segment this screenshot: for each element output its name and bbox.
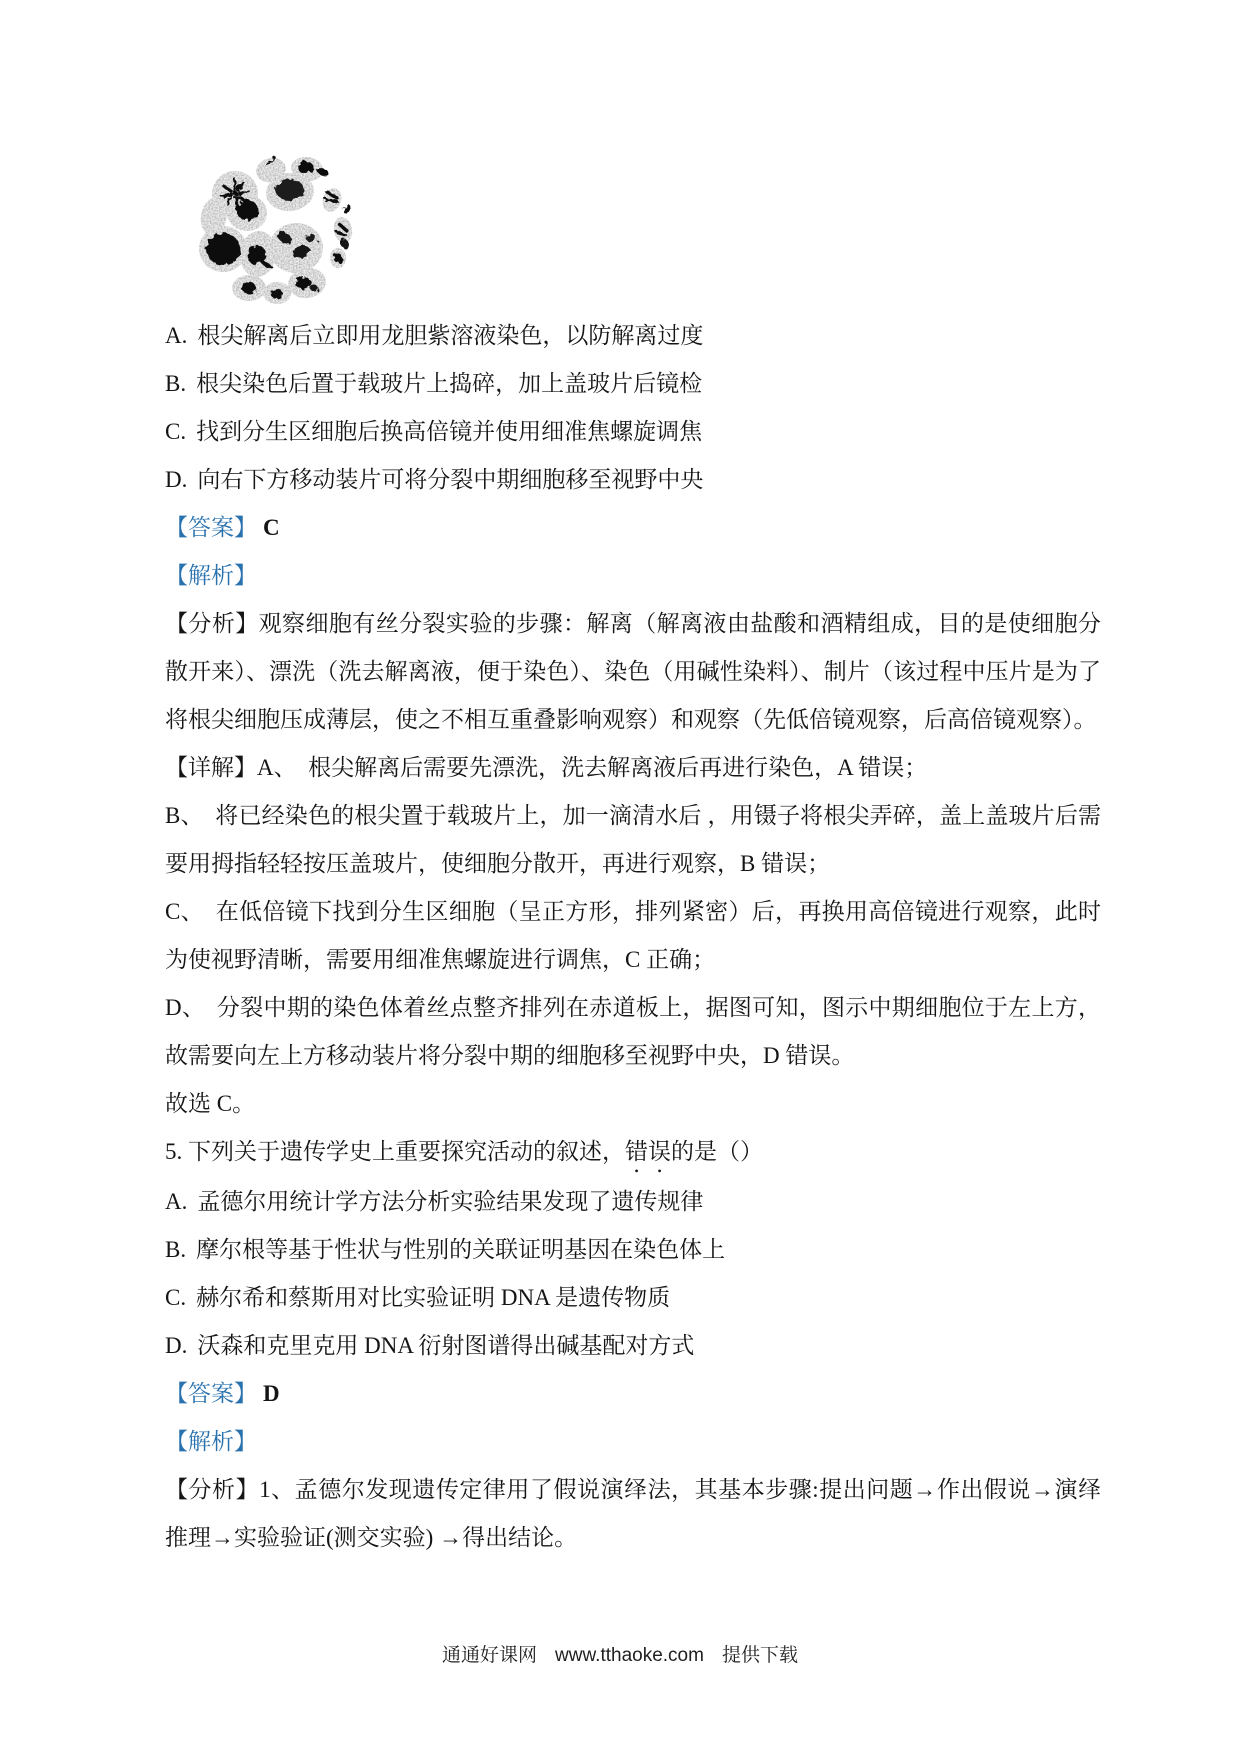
q5-stem-pre: 5. 下列关于遗传学史上重要探究活动的叙述， xyxy=(165,1139,625,1164)
option-text: 沃森和克里克用 DNA 衍射图谱得出碱基配对方式 xyxy=(197,1333,695,1358)
option-letter: D. xyxy=(165,1333,188,1358)
answer-value: C xyxy=(263,515,280,540)
q4-conclusion: 故选 C。 xyxy=(165,1091,256,1116)
option-letter: C. xyxy=(165,1285,187,1310)
option-letter: D. xyxy=(165,467,188,492)
option-letter: B. xyxy=(165,1237,187,1262)
option-letter: A. xyxy=(165,323,188,348)
q5-jiexi-line xyxy=(165,1418,1101,1466)
option-text: 摩尔根等基于性状与性别的关联证明基因在染色体上 xyxy=(196,1237,726,1262)
option-text: 向右下方移动装片可将分裂中期细胞移至视野中央 xyxy=(197,467,704,492)
q4-answer-line xyxy=(165,504,1101,552)
q4-option-b xyxy=(165,360,1101,408)
answer-label: 【答案】 xyxy=(165,515,257,540)
answer-label: 【答案】 xyxy=(165,1381,257,1406)
q4-xiangjie-b: B、 将已经染色的根尖置于载玻片上，加一滴清水后 ，用镊子将根尖弄碎，盖上盖玻片后需要用拇指轻轻按压盖玻片，使细胞分散开，再进行观察，B 错误； xyxy=(165,803,1101,876)
q5-option-b xyxy=(165,1226,1101,1274)
q4-xiangjie-c: C、 在低倍镜下找到分生区细胞（呈正方形，排列紧密）后，再换用高倍镜进行观察，此时为使视野清晰，需要用细准焦螺旋进行调焦，C 正确； xyxy=(165,899,1101,972)
q5-stem xyxy=(165,1128,1101,1178)
footer-site-name: 通通好课网 xyxy=(442,1645,538,1666)
footer-download-note: 提供下载 xyxy=(721,1645,798,1666)
q5-stem-post: 的是（） xyxy=(671,1139,763,1164)
footer-watermark xyxy=(0,1640,1240,1667)
q4-jiexi-line xyxy=(165,552,1101,600)
q4-option-a xyxy=(165,312,1101,360)
q4-xiangjie-d: D、 分裂中期的染色体着丝点整齐排列在赤道板上，据图可知，图示中期细胞位于左上方，故需要向左上方移动装片将分裂中期的细胞移至视野中央，D 错误。 xyxy=(165,995,1101,1068)
mitosis-micrograph-image xyxy=(195,152,365,312)
option-text: 找到分生区细胞后换高倍镜并使用细准焦螺旋调焦 xyxy=(196,419,703,444)
option-text: 孟德尔用统计学方法分析实验结果发现了遗传规律 xyxy=(197,1189,704,1214)
q5-option-a xyxy=(165,1178,1101,1226)
q5-fenxi-paragraph: 【分析】1、孟德尔发现遗传定律用了假说演绎法，其基本步骤:提出问题→作出假说→演绎推理→实验验证(测交实验) →得出结论。 xyxy=(165,1477,1101,1550)
q4-fenxi-paragraph: 【分析】观察细胞有丝分裂实验的步骤：解离（解离液由盐酸和酒精组成，目的是使细胞分散开来）、漂洗（洗去解离液，便于染色）、染色（用碱性染料）、制片（该过程中压片是为了将根尖细胞压成薄层，使之不相互重叠影响观察）和观察（先低倍镜观察，后高倍镜观察）。 xyxy=(165,611,1101,732)
footer-site-url: www.tthaoke.com xyxy=(555,1645,704,1666)
q5-answer-line xyxy=(165,1370,1101,1418)
jiexi-label: 【解析】 xyxy=(165,1429,257,1454)
q5-option-c xyxy=(165,1274,1101,1322)
option-letter: B. xyxy=(165,371,187,396)
answer-value: D xyxy=(263,1381,280,1406)
jiexi-label: 【解析】 xyxy=(165,563,257,588)
q4-option-d xyxy=(165,456,1101,504)
mitosis-micrograph xyxy=(195,152,365,312)
option-text: 赫尔希和蔡斯用对比实验证明 DNA 是遗传物质 xyxy=(196,1285,671,1310)
q4-option-c xyxy=(165,408,1101,456)
option-text: 根尖染色后置于载玻片上捣碎，加上盖玻片后镜检 xyxy=(196,371,703,396)
q5-option-d xyxy=(165,1322,1101,1370)
option-letter: C. xyxy=(165,419,187,444)
q4-xiangjie-a: 【详解】A、 根尖解离后需要先漂洗，洗去解离液后再进行染色，A 错误； xyxy=(165,755,928,780)
option-text: 根尖解离后立即用龙胆紫溶液染色，以防解离过度 xyxy=(197,323,704,348)
document-content xyxy=(165,0,1101,1562)
q5-stem-emphasis: 错误 xyxy=(625,1139,671,1164)
option-letter: A. xyxy=(165,1189,188,1214)
